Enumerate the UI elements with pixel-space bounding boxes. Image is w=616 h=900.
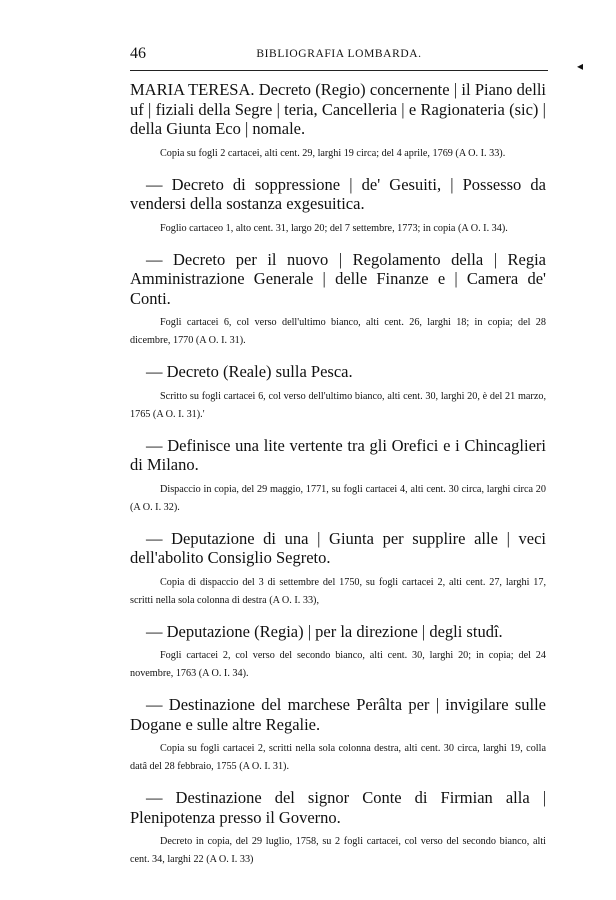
running-title: BIBLIOGRAFIA LOMBARDA. (256, 48, 422, 60)
entry-note: Dispaccio in copia, del 29 maggio, 1771, su fogli cartacei 4, alti cent. 30 circa, larghi circa 20 (A O. I. 32). (130, 483, 546, 513)
margin-mark: ◂ (577, 59, 584, 73)
entry-note: Decreto in copia, del 29 luglio, 1758, su 2 fogli cartacei, col verso del secondo bianco, alti cent. 34, larghi 22 (A O. I. 33) (130, 836, 546, 865)
catalog-entry (130, 80, 546, 163)
entry-title: — Decreto per il nuovo | Regolamento della | Regia Amministrazione Generale | delle Finanze e | Camera de' Conti. (130, 249, 546, 308)
entry-note: Scritto su fogli cartacei 6, col verso dell'ultimo bianco, alti cent. 30, larghi 20, è del 21 marzo, 1765 (A O. I. 31).' (130, 390, 546, 420)
entry-note: Foglio cartaceo 1, alto cent. 31, largo 20; del 7 settembre, 1773; in copia (A O. I. 34). (160, 222, 508, 234)
catalog-entry (130, 695, 546, 776)
entry-note: Fogli cartacei 6, col verso dell'ultimo bianco, alti cent. 26, larghi 18; in copia; del 28 dicembre, 1770 (A O. I. 31). (130, 317, 546, 346)
catalog-entry (130, 622, 546, 684)
catalog-entry (130, 250, 546, 351)
entry-note: Copia di dispaccio del 3 di settembre del 1750, su fogli cartacei 2, alti cent. 27, larghi 17, scritti nella sola colonna di destra (A O. I. 33), (130, 576, 546, 606)
catalog-entries (130, 80, 546, 869)
entry-title: — Destinazione del signor Conte di Firmian alla | Plenipotenza presso il Governo. (130, 788, 546, 827)
catalog-entry (130, 788, 546, 869)
entry-note: Copia su fogli cartacei 2, scritti nella sola colonna destra, alti cent. 30 circa, larghi 19, colla datâ del 28 febbraio, 1755 (A O. I. 31). (130, 743, 546, 772)
catalog-entry (130, 529, 546, 610)
entry-title: — Decreto di soppressione | de' Gesuiti, | Possesso da vendersi della sostanza exgesuitica. (130, 174, 546, 213)
page-header (130, 45, 548, 67)
entry-title: — Decreto (Reale) sulla Pesca. (146, 362, 353, 381)
catalog-entry (130, 362, 546, 424)
header-rule (130, 70, 548, 71)
entry-note: Fogli cartacei 2, col verso del secondo bianco, alti cent. 30, larghi 20; in copia; del 24 novembre, 1763 (A O. I. 34). (130, 650, 546, 679)
entry-title: — Destinazione del marchese Perâlta per | invigilare sulle Dogane e sulle altre Regalie. (130, 695, 546, 734)
entry-title: — Deputazione (Regia) | per la direzione | degli studî. (146, 621, 503, 641)
catalog-entry (130, 436, 546, 517)
entry-title: MARIA TERESA. Decreto (Regio) concernente | il Piano delli uf | fiziali della Segre | teria, Cancelleria | e Ragionateria (sic) | della Giunta Eco | nomale. (130, 80, 546, 138)
entry-title: — Deputazione di una | Giunta per supplire alle | veci dell'abolito Consiglio Segreto. (130, 528, 546, 567)
catalog-entry (130, 175, 546, 238)
entry-title: — Definisce una lite vertente tra gli Orefici e i Chincaglieri di Milano. (130, 435, 546, 474)
page-number: 46 (130, 45, 146, 62)
entry-note: Copia su fogli 2 cartacei, alti cent. 29, larghi 19 circa; del 4 aprile, 1769 (A O. I. 33). (160, 147, 506, 159)
